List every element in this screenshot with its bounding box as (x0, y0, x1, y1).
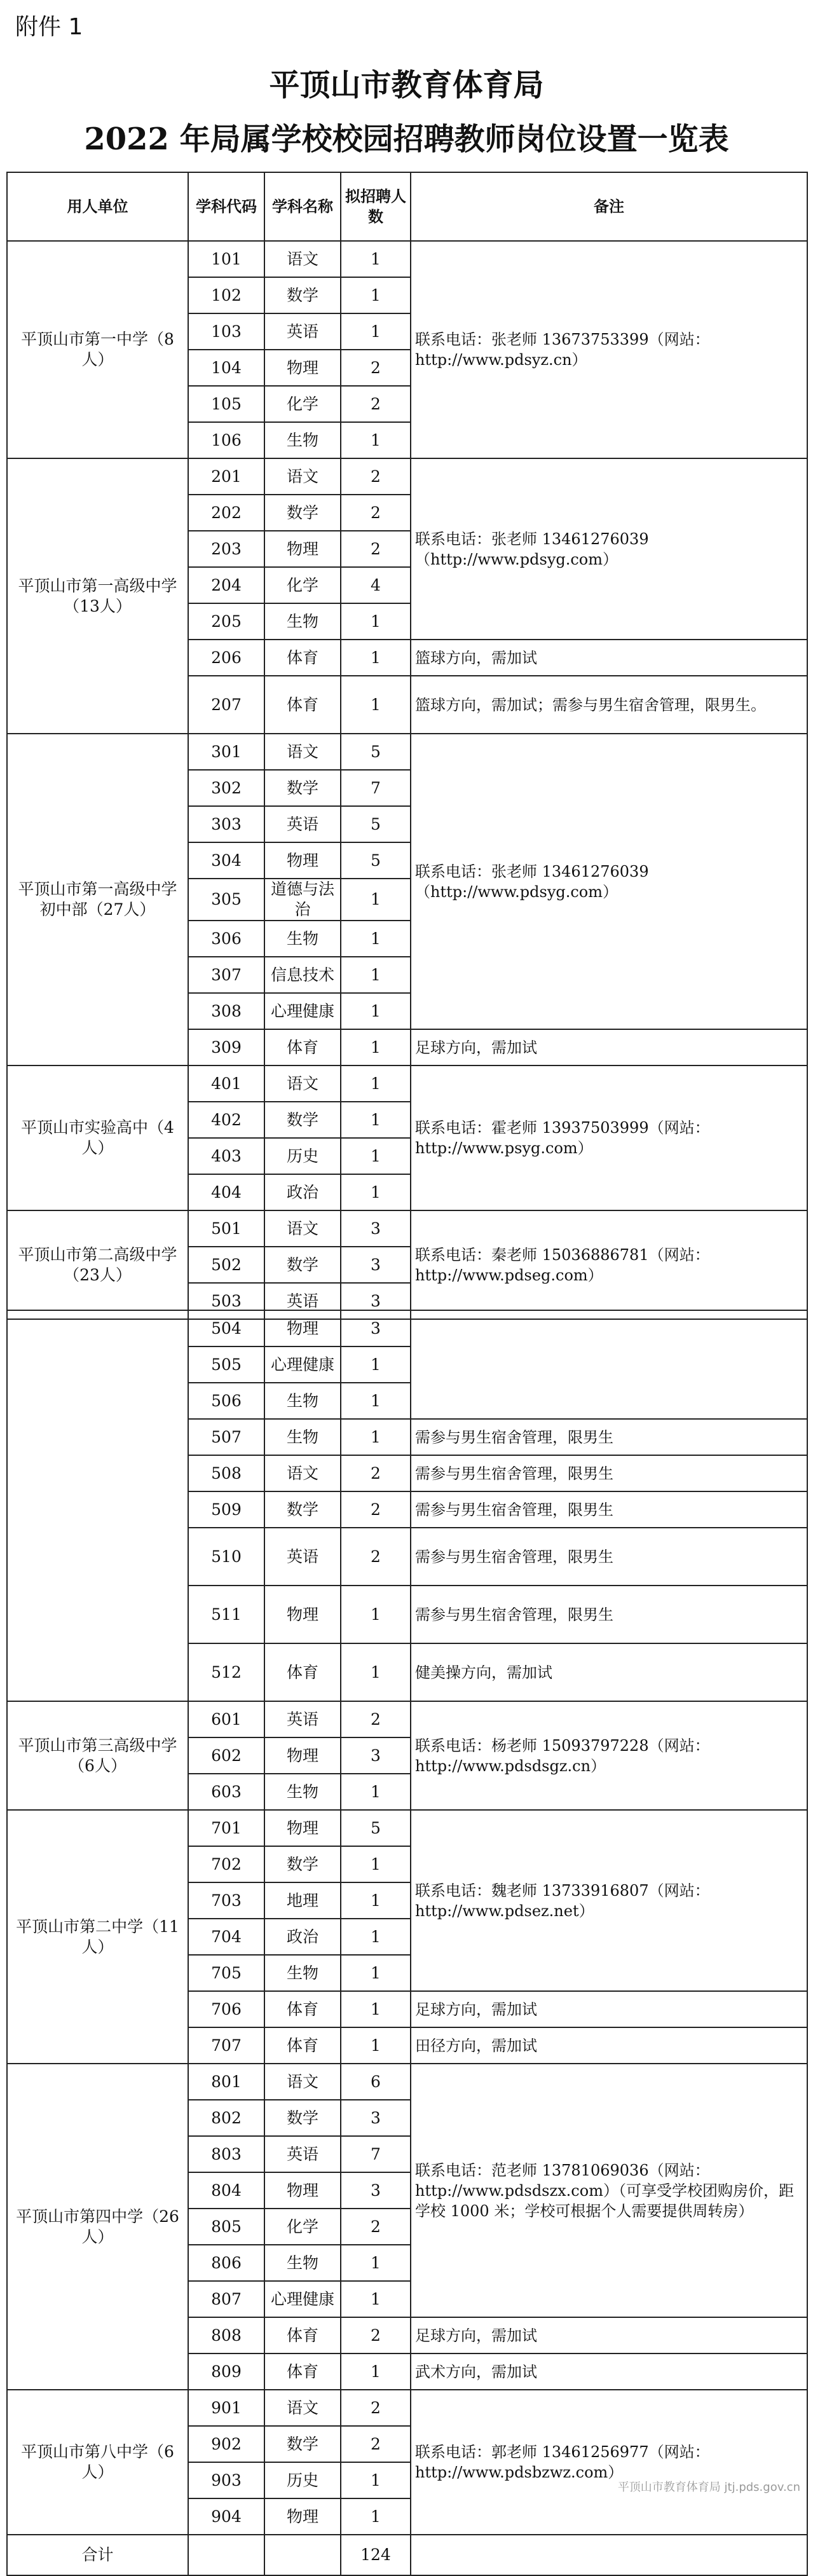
total-empty-3 (411, 2535, 807, 2575)
document-subtitle: 2022 年局属学校校园招聘教师岗位设置一览表 (84, 121, 729, 157)
count-cell: 1 (341, 1346, 411, 1383)
count-cell: 5 (341, 1810, 411, 1846)
count-cell: 1 (341, 1882, 411, 1919)
count-cell: 1 (341, 1955, 411, 1991)
code-cell: 704 (188, 1919, 264, 1955)
code-cell: 505 (188, 1346, 264, 1383)
code-cell: 808 (188, 2317, 264, 2353)
code-cell: 803 (188, 2136, 264, 2172)
subject-cell: 生物 (264, 1955, 341, 1991)
count-cell: 2 (341, 350, 411, 386)
unit-cell (7, 1310, 188, 1701)
subject-cell: 体育 (264, 676, 341, 734)
count-cell: 1 (341, 1102, 411, 1138)
code-cell: 508 (188, 1455, 264, 1491)
count-cell: 1 (341, 1383, 411, 1419)
watermark: 平顶山市教育体育局 jtj.pds.gov.cn (617, 2481, 800, 2494)
count-cell: 1 (341, 640, 411, 676)
count-cell: 5 (341, 734, 411, 770)
code-cell: 703 (188, 1882, 264, 1919)
count-cell: 2 (341, 386, 411, 422)
code-cell: 805 (188, 2209, 264, 2245)
subject-cell: 心理健康 (264, 993, 341, 1029)
count-cell: 3 (341, 1283, 411, 1319)
code-cell: 201 (188, 458, 264, 495)
subject-cell: 物理 (264, 1737, 341, 1774)
subject-cell: 生物 (264, 921, 341, 957)
note-cell: 足球方向，需加试 (411, 2317, 807, 2353)
subject-cell: 化学 (264, 567, 341, 603)
total-value: 124 (341, 2535, 411, 2575)
recruitment-table-part1 (6, 172, 808, 1320)
code-cell: 402 (188, 1102, 264, 1138)
code-cell: 101 (188, 241, 264, 277)
table-row (7, 241, 807, 277)
subject-cell: 地理 (264, 1882, 341, 1919)
count-cell: 2 (341, 2209, 411, 2245)
note-cell: 联系电话：霍老师 13937503999（网站：http://www.psyg.com） (411, 1065, 807, 1210)
count-cell: 1 (341, 1774, 411, 1810)
note-cell: 需参与男生宿舍管理，限男生 (411, 1455, 807, 1491)
header-note: 备注 (411, 172, 807, 241)
table-row (7, 734, 807, 770)
count-cell: 3 (341, 1310, 411, 1346)
count-cell: 1 (341, 1029, 411, 1065)
code-cell: 308 (188, 993, 264, 1029)
code-cell: 706 (188, 1991, 264, 2027)
code-cell: 602 (188, 1737, 264, 1774)
subject-cell: 语文 (264, 458, 341, 495)
code-cell: 105 (188, 386, 264, 422)
count-cell: 1 (341, 241, 411, 277)
note-cell: 需参与男生宿舍管理，限男生 (411, 1491, 807, 1528)
code-cell: 501 (188, 1210, 264, 1247)
code-cell: 601 (188, 1701, 264, 1737)
code-cell: 207 (188, 676, 264, 734)
subject-cell: 英语 (264, 1283, 341, 1319)
unit-cell: 平顶山市第四中学（26人） (7, 2064, 188, 2390)
code-cell: 401 (188, 1065, 264, 1102)
count-cell: 1 (341, 2462, 411, 2498)
note-cell: 联系电话：张老师 13461276039（http://www.pdsyg.com） (411, 734, 807, 1029)
subject-cell: 生物 (264, 422, 341, 458)
subject-cell: 体育 (264, 2027, 341, 2064)
code-cell: 302 (188, 770, 264, 806)
count-cell: 6 (341, 2064, 411, 2100)
unit-cell: 平顶山市第一高级中学（13人） (7, 458, 188, 734)
code-cell: 502 (188, 1247, 264, 1283)
note-cell: 联系电话：郭老师 13461256977（网站：http://www.pdsbzwz.com） (411, 2390, 807, 2535)
header-code: 学科代码 (188, 172, 264, 241)
unit-cell: 平顶山市第八中学（6人） (7, 2390, 188, 2535)
subject-cell: 数学 (264, 1102, 341, 1138)
code-cell: 507 (188, 1419, 264, 1455)
code-cell: 510 (188, 1528, 264, 1586)
subject-cell: 心理健康 (264, 2281, 341, 2317)
count-cell: 4 (341, 567, 411, 603)
count-cell: 1 (341, 603, 411, 640)
count-cell: 2 (341, 2390, 411, 2426)
code-cell: 512 (188, 1643, 264, 1701)
subject-cell: 语文 (264, 1210, 341, 1247)
code-cell: 203 (188, 531, 264, 567)
count-cell: 5 (341, 842, 411, 879)
subject-cell: 英语 (264, 313, 341, 350)
count-cell: 3 (341, 1247, 411, 1283)
document-title: 平顶山市教育体育局 (269, 67, 544, 103)
note-cell: 联系电话：范老师 13781069036（网站：http://www.pdsdszx.com）（可享受学校团购房价，距学校 1000 米；学校可根据个人需要提供周转房） (411, 2064, 807, 2317)
subject-cell: 语文 (264, 1455, 341, 1491)
subject-cell: 英语 (264, 806, 341, 842)
note-cell: 需参与男生宿舍管理，限男生 (411, 1419, 807, 1455)
code-cell: 106 (188, 422, 264, 458)
unit-cell: 平顶山市第二中学（11人） (7, 1810, 188, 2064)
count-cell: 3 (341, 1737, 411, 1774)
unit-cell: 平顶山市第一中学（8人） (7, 241, 188, 458)
code-cell: 104 (188, 350, 264, 386)
note-cell (411, 1310, 807, 1419)
count-cell: 2 (341, 2317, 411, 2353)
code-cell: 702 (188, 1846, 264, 1882)
subject-cell: 物理 (264, 2498, 341, 2535)
note-cell: 篮球方向，需加试 (411, 640, 807, 676)
subject-cell: 数学 (264, 1846, 341, 1882)
subject-cell: 物理 (264, 1586, 341, 1643)
note-cell: 需参与男生宿舍管理，限男生 (411, 1586, 807, 1643)
subject-cell: 物理 (264, 2172, 341, 2209)
count-cell: 2 (341, 531, 411, 567)
count-cell: 1 (341, 1174, 411, 1210)
subject-cell: 语文 (264, 2064, 341, 2100)
subject-cell: 化学 (264, 2209, 341, 2245)
count-cell: 2 (341, 1701, 411, 1737)
count-cell: 1 (341, 2027, 411, 2064)
attachment-label: 附件 1 (15, 14, 83, 40)
subject-cell: 物理 (264, 842, 341, 879)
count-cell: 1 (341, 1065, 411, 1102)
table-row (7, 1310, 807, 1346)
count-cell: 1 (341, 2281, 411, 2317)
note-cell: 联系电话：杨老师 15093797228（网站：http://www.pdsdsgz.cn） (411, 1701, 807, 1810)
subject-cell: 化学 (264, 386, 341, 422)
code-cell: 707 (188, 2027, 264, 2064)
subject-cell: 道德与法治 (264, 879, 341, 921)
code-cell: 705 (188, 1955, 264, 1991)
note-cell: 篮球方向，需加试；需参与男生宿舍管理，限男生。 (411, 676, 807, 734)
total-empty-1 (188, 2535, 264, 2575)
code-cell: 205 (188, 603, 264, 640)
code-cell: 206 (188, 640, 264, 676)
subject-cell: 英语 (264, 1528, 341, 1586)
table-row (7, 458, 807, 495)
note-cell: 需参与男生宿舍管理，限男生 (411, 1528, 807, 1586)
code-cell: 603 (188, 1774, 264, 1810)
subject-cell: 语文 (264, 734, 341, 770)
table-row (7, 2390, 807, 2426)
code-cell: 801 (188, 2064, 264, 2100)
code-cell: 506 (188, 1383, 264, 1419)
count-cell: 2 (341, 2426, 411, 2462)
note-cell: 足球方向，需加试 (411, 1991, 807, 2027)
table-body-part1 (7, 241, 807, 1319)
code-cell: 511 (188, 1586, 264, 1643)
table-body-part2 (7, 1310, 807, 2575)
count-cell: 3 (341, 1210, 411, 1247)
note-cell: 武术方向，需加试 (411, 2353, 807, 2390)
subject-cell: 体育 (264, 2317, 341, 2353)
code-cell: 902 (188, 2426, 264, 2462)
count-cell: 1 (341, 2353, 411, 2390)
count-cell: 1 (341, 957, 411, 993)
subject-cell: 数学 (264, 770, 341, 806)
subject-cell: 历史 (264, 2462, 341, 2498)
code-cell: 503 (188, 1283, 264, 1319)
table-row (7, 1065, 807, 1102)
subject-cell: 数学 (264, 1491, 341, 1528)
total-label: 合计 (7, 2535, 188, 2575)
code-cell: 901 (188, 2390, 264, 2426)
unit-cell: 平顶山市第二高级中学（23人） (7, 1210, 188, 1319)
header-subject: 学科名称 (264, 172, 341, 241)
header-unit: 用人单位 (7, 172, 188, 241)
code-cell: 807 (188, 2281, 264, 2317)
recruitment-table-part2 (6, 1310, 808, 2576)
count-cell: 1 (341, 676, 411, 734)
count-cell: 1 (341, 422, 411, 458)
subject-cell: 英语 (264, 1701, 341, 1737)
code-cell: 301 (188, 734, 264, 770)
count-cell: 1 (341, 1919, 411, 1955)
subject-cell: 生物 (264, 1774, 341, 1810)
code-cell: 204 (188, 567, 264, 603)
note-cell: 田径方向，需加试 (411, 2027, 807, 2064)
count-cell: 7 (341, 770, 411, 806)
header-count: 拟招聘人数 (341, 172, 411, 241)
subject-cell: 政治 (264, 1174, 341, 1210)
code-cell: 904 (188, 2498, 264, 2535)
code-cell: 809 (188, 2353, 264, 2390)
subject-cell: 生物 (264, 603, 341, 640)
count-cell: 1 (341, 1991, 411, 2027)
code-cell: 504 (188, 1310, 264, 1346)
subject-cell: 数学 (264, 2426, 341, 2462)
subject-cell: 物理 (264, 1810, 341, 1846)
count-cell: 1 (341, 1419, 411, 1455)
note-cell: 联系电话：魏老师 13733916807（网站：http://www.pdsez.net） (411, 1810, 807, 1991)
count-cell: 3 (341, 2172, 411, 2209)
count-cell: 1 (341, 313, 411, 350)
count-cell: 1 (341, 879, 411, 921)
count-cell: 1 (341, 1643, 411, 1701)
count-cell: 1 (341, 1846, 411, 1882)
count-cell: 2 (341, 495, 411, 531)
count-cell: 3 (341, 2100, 411, 2136)
note-cell: 联系电话：张老师 13461276039（http://www.pdsyg.com） (411, 458, 807, 640)
count-cell: 1 (341, 2245, 411, 2281)
subject-cell: 体育 (264, 1643, 341, 1701)
subject-cell: 体育 (264, 1991, 341, 2027)
table-row (7, 2064, 807, 2100)
subject-cell: 信息技术 (264, 957, 341, 993)
unit-cell: 平顶山市第一高级中学初中部（27人） (7, 734, 188, 1065)
code-cell: 309 (188, 1029, 264, 1065)
code-cell: 103 (188, 313, 264, 350)
unit-cell: 平顶山市实验高中（4人） (7, 1065, 188, 1210)
subject-cell: 心理健康 (264, 1346, 341, 1383)
count-cell: 1 (341, 993, 411, 1029)
code-cell: 306 (188, 921, 264, 957)
note-cell: 足球方向，需加试 (411, 1029, 807, 1065)
count-cell: 2 (341, 1455, 411, 1491)
code-cell: 804 (188, 2172, 264, 2209)
code-cell: 701 (188, 1810, 264, 1846)
count-cell: 1 (341, 921, 411, 957)
total-row (7, 2535, 807, 2575)
table-row (7, 1210, 807, 1247)
code-cell: 305 (188, 879, 264, 921)
code-cell: 806 (188, 2245, 264, 2281)
code-cell: 404 (188, 1174, 264, 1210)
subject-cell: 体育 (264, 2353, 341, 2390)
subject-cell: 历史 (264, 1138, 341, 1174)
subject-cell: 生物 (264, 1419, 341, 1455)
code-cell: 304 (188, 842, 264, 879)
count-cell: 5 (341, 806, 411, 842)
count-cell: 2 (341, 458, 411, 495)
subject-cell: 数学 (264, 277, 341, 313)
subject-cell: 政治 (264, 1919, 341, 1955)
note-cell: 健美操方向，需加试 (411, 1643, 807, 1701)
total-empty-2 (264, 2535, 341, 2575)
subject-cell: 语文 (264, 241, 341, 277)
code-cell: 202 (188, 495, 264, 531)
subject-cell: 数学 (264, 1247, 341, 1283)
code-cell: 303 (188, 806, 264, 842)
subject-cell: 生物 (264, 1383, 341, 1419)
subject-cell: 物理 (264, 1310, 341, 1346)
subject-cell: 语文 (264, 2390, 341, 2426)
code-cell: 102 (188, 277, 264, 313)
subject-cell: 数学 (264, 495, 341, 531)
subject-cell: 语文 (264, 1065, 341, 1102)
code-cell: 802 (188, 2100, 264, 2136)
code-cell: 903 (188, 2462, 264, 2498)
code-cell: 509 (188, 1491, 264, 1528)
subject-cell: 体育 (264, 1029, 341, 1065)
note-cell: 联系电话：秦老师 15036886781（网站：http://www.pdseg.com） (411, 1210, 807, 1319)
count-cell: 2 (341, 1491, 411, 1528)
subject-cell: 物理 (264, 350, 341, 386)
subject-cell: 数学 (264, 2100, 341, 2136)
count-cell: 1 (341, 2498, 411, 2535)
subject-cell: 物理 (264, 531, 341, 567)
count-cell: 7 (341, 2136, 411, 2172)
table-row (7, 1701, 807, 1737)
count-cell: 2 (341, 1528, 411, 1586)
subject-cell: 体育 (264, 640, 341, 676)
subject-cell: 英语 (264, 2136, 341, 2172)
code-cell: 307 (188, 957, 264, 993)
count-cell: 1 (341, 277, 411, 313)
subject-cell: 生物 (264, 2245, 341, 2281)
unit-cell: 平顶山市第三高级中学（6人） (7, 1701, 188, 1810)
table-row (7, 1810, 807, 1846)
count-cell: 1 (341, 1138, 411, 1174)
note-cell: 联系电话：张老师 13673753399（网站：http://www.pdsyz.cn） (411, 241, 807, 458)
code-cell: 403 (188, 1138, 264, 1174)
count-cell: 1 (341, 1586, 411, 1643)
